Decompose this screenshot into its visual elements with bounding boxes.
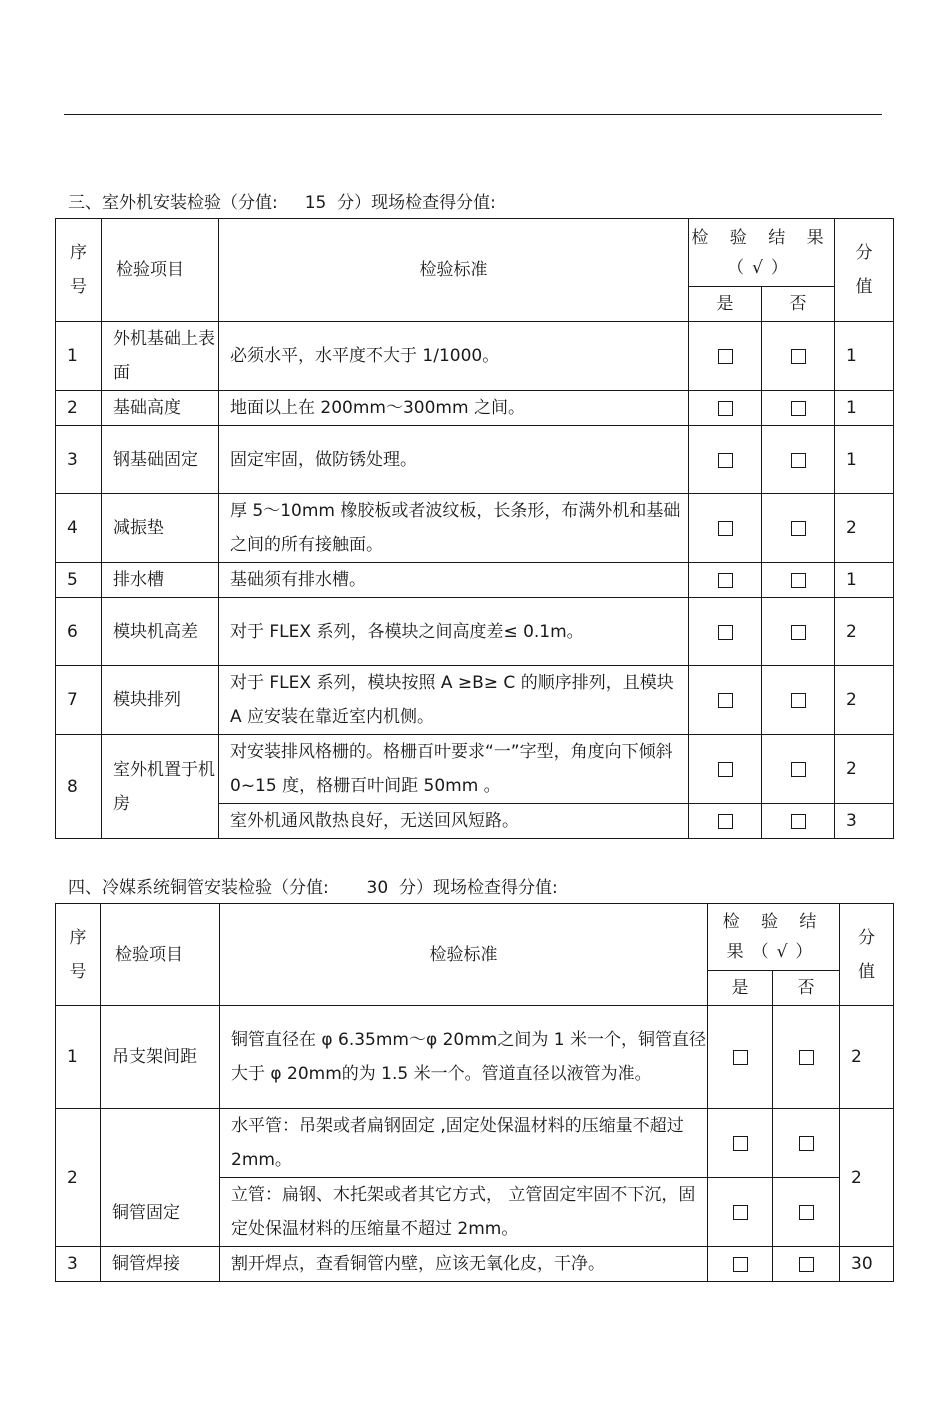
row-seq: 3 bbox=[56, 426, 102, 494]
top-rule bbox=[64, 114, 882, 115]
row-score: 1 bbox=[835, 391, 894, 426]
header-standard: 检验标准 bbox=[220, 904, 708, 1006]
row-score: 2 bbox=[835, 666, 894, 735]
no-checkbox[interactable] bbox=[762, 598, 835, 666]
row-standard: 厚 5～10mm 橡胶板或者波纹板，长条形，布满外机和基础之间的所有接触面。 bbox=[219, 494, 689, 563]
row-score: 1 bbox=[835, 563, 894, 598]
yes-checkbox[interactable] bbox=[689, 563, 762, 598]
row-standard: 铜管直径在 φ 6.35mm～φ 20mm之间为 1 米一个，铜管直径大于 φ 20mm的为 1.5 米一个。管道直径以液管为准。 bbox=[220, 1006, 708, 1109]
row-score: 30 bbox=[840, 1247, 894, 1282]
yes-checkbox[interactable] bbox=[708, 1178, 773, 1247]
row-seq: 1 bbox=[56, 322, 102, 391]
no-checkbox[interactable] bbox=[762, 735, 835, 804]
table-row bbox=[56, 598, 894, 666]
yes-checkbox[interactable] bbox=[708, 1247, 773, 1282]
table-row bbox=[56, 563, 894, 598]
row-standard: 对安装排风格栅的。格栅百叶要求“一”字型，角度向下倾斜 0~15 度，格栅百叶间距 50mm 。 bbox=[219, 735, 689, 804]
row-standard: 割开焊点，查看铜管内壁，应该无氧化皮，干净。 bbox=[220, 1247, 708, 1282]
header-yes: 是 bbox=[708, 971, 773, 1006]
table-row bbox=[56, 426, 894, 494]
row-score: 1 bbox=[835, 322, 894, 391]
row-score: 2 bbox=[835, 494, 894, 563]
no-checkbox[interactable] bbox=[762, 563, 835, 598]
outdoor-unit-inspection-table bbox=[55, 218, 894, 839]
header-seq: 序号 bbox=[56, 219, 102, 322]
yes-checkbox[interactable] bbox=[689, 322, 762, 391]
no-checkbox[interactable] bbox=[762, 804, 835, 839]
yes-checkbox[interactable] bbox=[689, 426, 762, 494]
row-item: 铜管焊接 bbox=[101, 1247, 220, 1282]
row-score: 2 bbox=[840, 1109, 894, 1247]
no-checkbox[interactable] bbox=[762, 426, 835, 494]
header-score: 分值 bbox=[840, 904, 894, 1006]
row-standard: 必须水平，水平度不大于 1/1000。 bbox=[219, 322, 689, 391]
table-row bbox=[56, 1006, 894, 1109]
row-score: 2 bbox=[840, 1006, 894, 1109]
row-standard: 对于 FLEX 系列，各模块之间高度差≤ 0.1m。 bbox=[219, 598, 689, 666]
yes-checkbox[interactable] bbox=[689, 598, 762, 666]
row-standard: 对于 FLEX 系列，模块按照 A ≥B≥ C 的顺序排列，且模块 A 应安装在靠近室内机侧。 bbox=[219, 666, 689, 735]
table-row bbox=[56, 391, 894, 426]
yes-checkbox[interactable] bbox=[689, 494, 762, 563]
refrigerant-piping-inspection-table bbox=[55, 903, 894, 1282]
header-standard: 检验标准 bbox=[219, 219, 689, 322]
row-standard: 固定牢固，做防锈处理。 bbox=[219, 426, 689, 494]
no-checkbox[interactable] bbox=[762, 494, 835, 563]
no-checkbox[interactable] bbox=[773, 1247, 840, 1282]
yes-checkbox[interactable] bbox=[689, 735, 762, 804]
header-result: 检 验 结 果（√） bbox=[689, 219, 835, 287]
header-no: 否 bbox=[762, 287, 835, 322]
table-row bbox=[56, 1109, 894, 1178]
row-standard: 基础须有排水槽。 bbox=[219, 563, 689, 598]
row-item: 铜管固定 bbox=[101, 1109, 220, 1247]
no-checkbox[interactable] bbox=[773, 1109, 840, 1178]
yes-checkbox[interactable] bbox=[689, 804, 762, 839]
yes-checkbox[interactable] bbox=[689, 666, 762, 735]
yes-checkbox[interactable] bbox=[689, 391, 762, 426]
section4-heading: 四、冷媒系统铜管安装检验（分值: 30 分）现场检查得分值: bbox=[68, 878, 558, 898]
table-row bbox=[56, 494, 894, 563]
row-seq: 6 bbox=[56, 598, 102, 666]
row-seq: 2 bbox=[56, 1109, 101, 1247]
row-item: 模块机高差 bbox=[102, 598, 219, 666]
table-row bbox=[56, 735, 894, 804]
section3-heading: 三、室外机安装检验（分值: 15 分）现场检查得分值: bbox=[68, 193, 496, 213]
row-item: 吊支架间距 bbox=[101, 1006, 220, 1109]
row-item: 室外机置于机房 bbox=[102, 735, 219, 839]
no-checkbox[interactable] bbox=[773, 1006, 840, 1109]
row-seq: 8 bbox=[56, 735, 102, 839]
yes-checkbox[interactable] bbox=[708, 1109, 773, 1178]
yes-checkbox[interactable] bbox=[708, 1006, 773, 1109]
row-item: 基础高度 bbox=[102, 391, 219, 426]
row-item: 钢基础固定 bbox=[102, 426, 219, 494]
no-checkbox[interactable] bbox=[762, 666, 835, 735]
no-checkbox[interactable] bbox=[773, 1178, 840, 1247]
header-yes: 是 bbox=[689, 287, 762, 322]
row-seq: 1 bbox=[56, 1006, 101, 1109]
table-row bbox=[56, 322, 894, 391]
row-item: 排水槽 bbox=[102, 563, 219, 598]
row-standard: 地面以上在 200mm～300mm 之间。 bbox=[219, 391, 689, 426]
row-item: 减振垫 bbox=[102, 494, 219, 563]
header-no: 否 bbox=[773, 971, 840, 1006]
row-score: 1 bbox=[835, 426, 894, 494]
table-row bbox=[56, 1247, 894, 1282]
row-seq: 3 bbox=[56, 1247, 101, 1282]
row-item: 外机基础上表面 bbox=[102, 322, 219, 391]
no-checkbox[interactable] bbox=[762, 391, 835, 426]
no-checkbox[interactable] bbox=[762, 322, 835, 391]
row-seq: 4 bbox=[56, 494, 102, 563]
row-item: 模块排列 bbox=[102, 666, 219, 735]
table-row bbox=[56, 666, 894, 735]
row-score: 2 bbox=[835, 598, 894, 666]
header-item: 检验项目 bbox=[101, 904, 220, 1006]
row-seq: 5 bbox=[56, 563, 102, 598]
header-result: 检 验 结 果（√） bbox=[708, 904, 840, 971]
row-standard: 水平管：吊架或者扁钢固定 ,固定处保温材料的压缩量不超过 2mm。 bbox=[220, 1109, 708, 1178]
header-score: 分值 bbox=[835, 219, 894, 322]
row-standard: 立管：扁钢、木托架或者其它方式， 立管固定牢固不下沉，固定处保温材料的压缩量不超过 2mm。 bbox=[220, 1178, 708, 1247]
header-item: 检验项目 bbox=[102, 219, 219, 322]
row-seq: 2 bbox=[56, 391, 102, 426]
row-score: 2 bbox=[835, 735, 894, 804]
header-seq: 序号 bbox=[56, 904, 101, 1006]
row-seq: 7 bbox=[56, 666, 102, 735]
row-standard: 室外机通风散热良好，无送回风短路。 bbox=[219, 804, 689, 839]
row-score: 3 bbox=[835, 804, 894, 839]
